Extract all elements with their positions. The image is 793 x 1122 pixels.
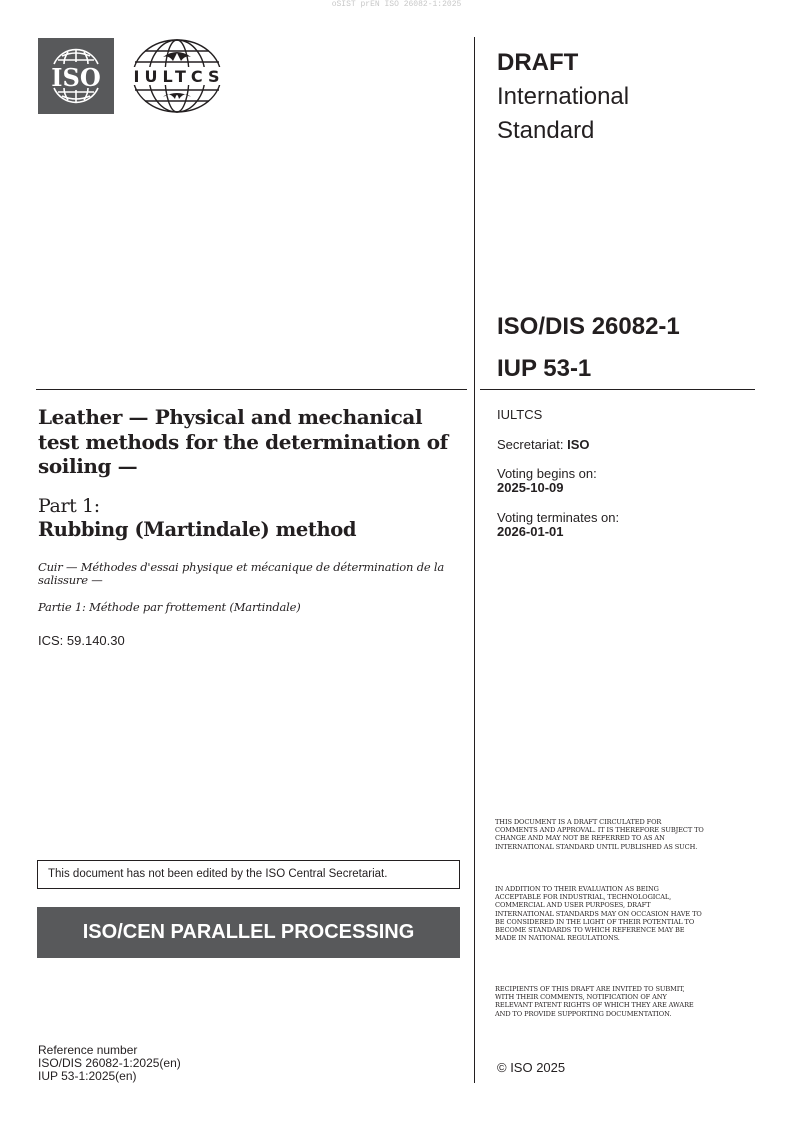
reference-number — [38, 1044, 181, 1083]
secretariat — [497, 438, 590, 452]
column-divider — [474, 37, 475, 1083]
voting-begins — [497, 467, 597, 495]
doc-type-line1: International — [497, 83, 630, 110]
iultcs-logo — [117, 37, 241, 115]
iso-globe-icon — [38, 38, 114, 114]
iso-logo — [38, 38, 114, 114]
reference-label: Reference number — [38, 1043, 138, 1057]
voting-terminates-date: 2026-01-01 — [497, 524, 564, 539]
french-title: Cuir — Méthodes d'essai physique et mécanique de détermination de la salissure — — [38, 560, 445, 587]
iup-number: IUP 53-1 — [497, 355, 592, 382]
document-stage — [497, 46, 629, 148]
not-edited-notice — [37, 860, 460, 889]
iso-reference: ISO/DIS 26082-1:2025(en) — [38, 1056, 181, 1070]
document-number: ISO/DIS 26082-1 — [497, 313, 680, 340]
disclaimer-draft: THIS DOCUMENT IS A DRAFT CIRCULATED FOR COMMENTS AND APPROVAL. IT IS THEREFORE SUBJECT TO CHANGE AND MAY NOT BE REFERRED TO AS AN INTERNATIONAL STANDARD UNTIL PUBLISHED AS SUCH. — [495, 818, 704, 851]
secretariat-value: ISO — [567, 437, 590, 452]
parallel-processing-banner: ISO/CEN PARALLEL PROCESSING — [37, 907, 460, 958]
part-title: Rubbing (Martindale) method — [38, 518, 357, 541]
document-title: Leather — Physical and mechanical test methods for the determination of soiling — — [38, 405, 448, 478]
ics-code: ICS: 59.140.30 — [38, 633, 125, 648]
organization: IULTCS — [497, 407, 543, 422]
not-edited-text: This document has not been edited by the ISO Central Secretariat. — [48, 868, 388, 880]
svg-text:ISO: ISO — [51, 63, 101, 92]
disclaimer-regulations: IN ADDITION TO THEIR EVALUATION AS BEING ACCEPTABLE FOR INDUSTRIAL, TECHNOLOGICAL, COMMERCIAL AND USER PURPOSES, DRAFT INTERNATIONAL STANDARDS MAY ON OCCASION HAVE TO BE CONSIDERED IN THE LIGHT OF THEIR POTENTIAL TO BECOME STANDARDS TO WHICH REFERENCE MAY BE MADE IN NATIONAL REGULATIONS. — [495, 885, 702, 943]
iultcs-globe-icon — [117, 37, 241, 115]
french-part-title: Partie 1: Méthode par frottement (Martindale) — [38, 600, 301, 614]
horizontal-rule-left — [36, 389, 467, 390]
voting-terminates — [497, 511, 619, 539]
copyright: © ISO 2025 — [497, 1060, 566, 1075]
voting-begins-date: 2025-10-09 — [497, 480, 564, 495]
horizontal-rule-right — [480, 389, 755, 390]
secretariat-label: Secretariat: — [497, 437, 564, 452]
watermark: oSIST prEN ISO 26082-1:2025 — [331, 0, 462, 9]
draft-label: DRAFT — [497, 49, 579, 76]
voting-terminates-label: Voting terminates on: — [497, 510, 620, 525]
doc-type-line2: Standard — [497, 117, 595, 144]
disclaimer-patents: RECIPIENTS OF THIS DRAFT ARE INVITED TO SUBMIT, WITH THEIR COMMENTS, NOTIFICATION OF ANY RELEVANT PATENT RIGHTS OF WHICH THEY ARE AWARE AND TO PROVIDE SUPPORTING DOCUMENTATION. — [495, 985, 694, 1018]
svg-text:IULTCS: IULTCS — [133, 67, 225, 86]
part-label: Part 1: — [38, 495, 100, 517]
iup-reference: IUP 53-1:2025(en) — [38, 1069, 137, 1083]
voting-begins-label: Voting begins on: — [497, 466, 597, 481]
